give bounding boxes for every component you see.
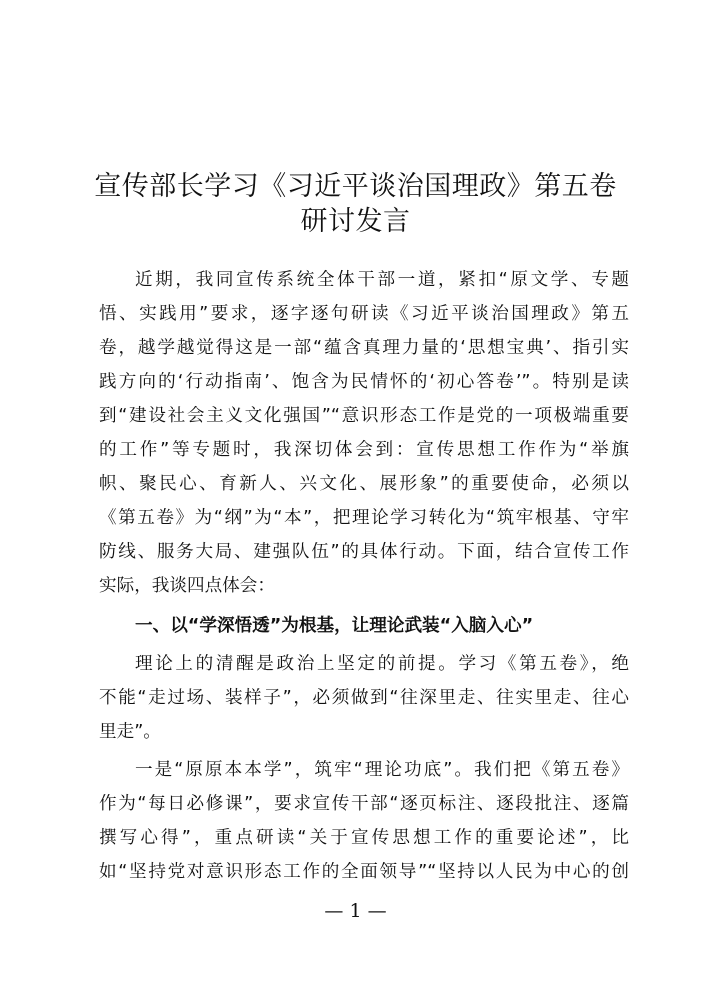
body-line: 悟、实践用”要求，逐字逐句研读《习近平谈治国理政》第五 [99,304,629,324]
body-line: 践方向的‘行动指南’、饱含为民情怀的‘初心答卷’”。特别是读 [99,372,629,392]
body-line: 帜、聚民心、育新人、兴文化、展形象”的重要使命，必须以 [99,474,629,494]
body-line: 的工作”等专题时，我深切体会到：宣传思想工作作为“举旗 [99,440,629,460]
body-line: 《第五卷》为“纲”为“本”，把理论学习转化为“筑牢根基、守牢 [99,508,629,528]
body-line: 作为“每日必修课”，要求宣传干部“逐页标注、逐段批注、逐篇 [99,794,629,814]
body-line: 到“建设社会主义文化强国”“意识形态工作是党的一项极端重要 [99,406,629,426]
body-line: 一是“原原本本学”，筑牢“理论功底”。我们把《第五卷》 [135,760,629,780]
page-number: — 1 — [324,900,387,922]
document-title-line-2: 研讨发言 [300,206,411,237]
body-line: 撰写心得”，重点研读“关于宣传思想工作的重要论述”，比 [99,828,629,848]
body-line: 防线、服务大局、建强队伍”的具体行动。下面，结合宣传工作 [99,542,629,562]
body-line: 近期，我同宣传系统全体干部一道，紧扣“原文学、专题 [135,270,629,290]
body-line: 卷，越学越觉得这是一部“蕴含真理力量的‘思想宝典’、指引实 [99,338,629,358]
body-line: 里走”。 [99,722,161,742]
body-line: 不能“走过场、装样子”，必须做到“往深里走、往实里走、往心 [99,688,629,708]
body-line: 理论上的清醒是政治上坚定的前提。学习《第五卷》，绝 [135,654,629,674]
body-line: 实际，我谈四点体会： [99,576,275,596]
body-line: 如“坚持党对意识形态工作的全面领导”“坚持以人民为中心的创 [99,862,629,882]
document-title-line-1: 宣传部长学习《习近平谈治国理政》第五卷 [94,171,617,202]
section-heading: 一、以“学深悟透”为根基，让理论武装“入脑入心” [135,616,534,636]
